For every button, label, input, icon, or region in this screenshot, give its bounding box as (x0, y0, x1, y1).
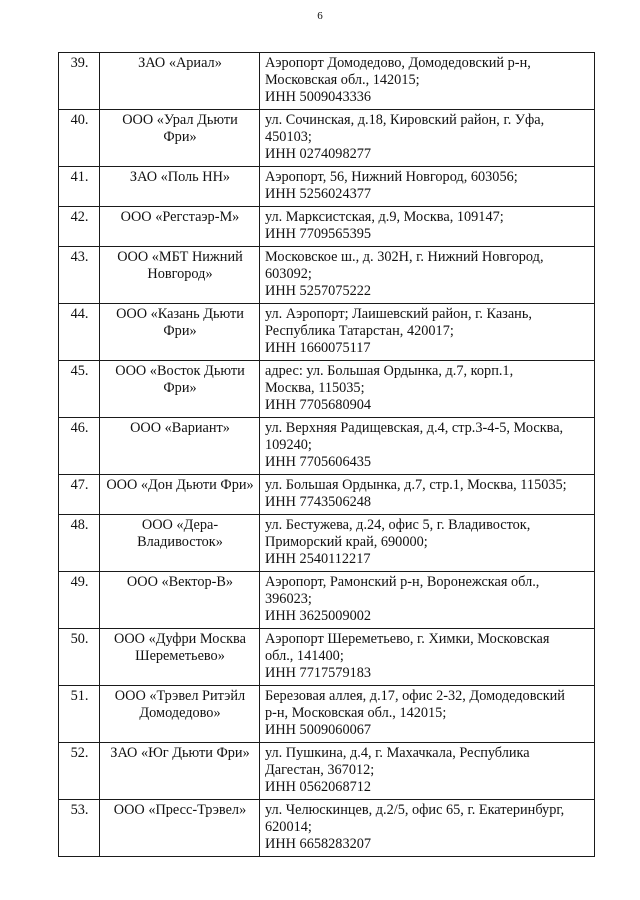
address-line: ул. Пушкина, д.4, г. Махачкала, Республика (265, 745, 530, 761)
address-line: ул. Аэропорт; Лаишевский район, г. Казань, (265, 306, 532, 322)
address-line: Приморский край, 690000; (265, 534, 428, 550)
company-name: ООО «Восток Дьюти Фри» (100, 361, 260, 418)
company-address-cell (260, 572, 595, 629)
company-address-cell (260, 167, 595, 207)
row-number: 45. (59, 361, 100, 418)
table-row (59, 361, 595, 418)
company-address-cell (260, 418, 595, 475)
row-number: 40. (59, 110, 100, 167)
company-name: ООО «Трэвел Ритэйл Домодедово» (100, 686, 260, 743)
table-row (59, 475, 595, 515)
address-line: Аэропорт Шереметьево, г. Химки, Московская (265, 631, 550, 647)
address-line: 396023; (265, 591, 312, 607)
company-address-cell (260, 207, 595, 247)
row-number: 53. (59, 800, 100, 857)
inn-number: ИНН 5009060067 (265, 722, 372, 738)
row-number: 51. (59, 686, 100, 743)
address-line: Аэропорт, Рамонский р-н, Воронежская обл., (265, 574, 540, 590)
row-number: 52. (59, 743, 100, 800)
address-line: Березовая аллея, д.17, офис 2-32, Домодедовский (265, 688, 565, 704)
company-name: ЗАО «Ариал» (100, 53, 260, 110)
table-row (59, 247, 595, 304)
inn-number: ИНН 0562068712 (265, 779, 372, 795)
address-line: Аэропорт, 56, Нижний Новгород, 603056; (265, 169, 518, 185)
company-name: ООО «Пресс-Трэвел» (100, 800, 260, 857)
row-number: 41. (59, 167, 100, 207)
row-number: 46. (59, 418, 100, 475)
address-line: р-н, Московская обл., 142015; (265, 705, 447, 721)
table-row (59, 418, 595, 475)
table-row (59, 629, 595, 686)
table-row (59, 686, 595, 743)
address-line: ул. Большая Ордынка, д.7, стр.1, Москва, 115035; (265, 477, 567, 493)
inn-number: ИНН 0274098277 (265, 146, 372, 162)
inn-number: ИНН 2540112217 (265, 551, 371, 567)
inn-number: ИНН 5009043336 (265, 89, 372, 105)
row-number: 44. (59, 304, 100, 361)
table-row (59, 572, 595, 629)
company-address-cell (260, 686, 595, 743)
address-line: Аэропорт Домодедово, Домодедовский р-н, (265, 55, 531, 71)
inn-number: ИНН 1660075117 (265, 340, 371, 356)
company-address-cell (260, 110, 595, 167)
address-line: Московская обл., 142015; (265, 72, 420, 88)
table-row (59, 167, 595, 207)
address-line: 620014; (265, 819, 312, 835)
inn-number: ИНН 7717579183 (265, 665, 372, 681)
address-line: Москва, 115035; (265, 380, 365, 396)
company-name: ЗАО «Поль НН» (100, 167, 260, 207)
table-row (59, 800, 595, 857)
row-number: 42. (59, 207, 100, 247)
inn-number: ИНН 7743506248 (265, 494, 372, 510)
company-name: ООО «Дуфри Москва Шереметьево» (100, 629, 260, 686)
company-address-cell (260, 629, 595, 686)
row-number: 47. (59, 475, 100, 515)
table-row (59, 743, 595, 800)
company-address-cell (260, 361, 595, 418)
address-line: ул. Челюскинцев, д.2/5, офис 65, г. Екатеринбург, (265, 802, 565, 818)
company-name: ООО «Регстаэр-М» (100, 207, 260, 247)
address-line: Республика Татарстан, 420017; (265, 323, 454, 339)
table-row (59, 53, 595, 110)
company-name: ООО «Дон Дьюти Фри» (100, 475, 260, 515)
registry-table-body (59, 53, 595, 857)
address-line: ул. Бестужева, д.24, офис 5, г. Владивосток, (265, 517, 531, 533)
company-address-cell (260, 304, 595, 361)
company-name: ООО «Урал Дьюти Фри» (100, 110, 260, 167)
company-address-cell (260, 247, 595, 304)
inn-number: ИНН 3625009002 (265, 608, 372, 624)
address-line: 109240; (265, 437, 312, 453)
address-line: ул. Марксистская, д.9, Москва, 109147; (265, 209, 504, 225)
company-name: ООО «Казань Дьюти Фри» (100, 304, 260, 361)
address-line: Дагестан, 367012; (265, 762, 375, 778)
address-line: 450103; (265, 129, 312, 145)
address-line: Московское ш., д. 302Н, г. Нижний Новгород, (265, 249, 544, 265)
inn-number: ИНН 7709565395 (265, 226, 372, 242)
inn-number: ИНН 5256024377 (265, 186, 372, 202)
company-address-cell (260, 475, 595, 515)
row-number: 50. (59, 629, 100, 686)
company-name: ООО «МБТ Нижний Новгород» (100, 247, 260, 304)
row-number: 39. (59, 53, 100, 110)
address-line: обл., 141400; (265, 648, 344, 664)
address-line: ул. Верхняя Радищевская, д.4, стр.3-4-5, Москва, (265, 420, 564, 436)
company-name: ООО «Дера-Владивосток» (100, 515, 260, 572)
table-row (59, 207, 595, 247)
table-row (59, 110, 595, 167)
page-number: 6 (317, 10, 323, 22)
address-line: адрес: ул. Большая Ордынка, д.7, корп.1, (265, 363, 514, 379)
row-number: 43. (59, 247, 100, 304)
company-name: ООО «Вектор-В» (100, 572, 260, 629)
table-row (59, 304, 595, 361)
inn-number: ИНН 7705606435 (265, 454, 372, 470)
inn-number: ИНН 5257075222 (265, 283, 372, 299)
company-address-cell (260, 800, 595, 857)
inn-number: ИНН 6658283207 (265, 836, 372, 852)
table-row (59, 515, 595, 572)
company-name: ООО «Вариант» (100, 418, 260, 475)
company-name: ЗАО «Юг Дьюти Фри» (100, 743, 260, 800)
address-line: ул. Сочинская, д.18, Кировский район, г. Уфа, (265, 112, 545, 128)
company-address-cell (260, 743, 595, 800)
company-address-cell (260, 53, 595, 110)
row-number: 48. (59, 515, 100, 572)
company-address-cell (260, 515, 595, 572)
row-number: 49. (59, 572, 100, 629)
registry-table (58, 52, 595, 857)
address-line: 603092; (265, 266, 312, 282)
inn-number: ИНН 7705680904 (265, 397, 372, 413)
